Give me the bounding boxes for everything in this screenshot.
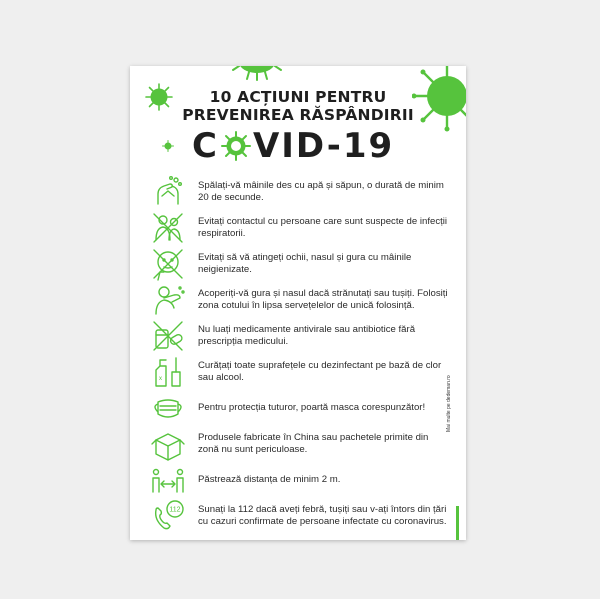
action-text: Nu luați medicamente antivirale sau antibiotice fără prescripția medicului.	[198, 324, 416, 347]
disinfectant-icon	[150, 354, 186, 390]
covid-title-rest: VID-19	[252, 126, 395, 166]
poster-header	[130, 88, 466, 124]
list-item	[150, 390, 450, 426]
action-text: Evitați să vă atingeți ochii, nasul și gura cu mâinile neigienizate.	[198, 252, 412, 275]
action-text: Spălați-vă mâinile des cu apă și săpun, o durată de minim 20 de secunde.	[198, 180, 444, 203]
covid-title-c: C	[192, 126, 219, 166]
face-mask-icon	[150, 390, 186, 426]
covid-poster	[130, 66, 466, 540]
list-item	[150, 282, 450, 318]
cough-elbow-icon	[150, 282, 186, 318]
action-text: Acoperiți-vă gura și nasul dacă strănutați sau tușiți. Folosiți zona cotului în lipsa servețelelor de unică folosință.	[198, 288, 448, 311]
phone-number-text: 112	[169, 506, 181, 514]
no-face-touch-icon	[150, 246, 186, 282]
action-text: Curățați toate suprafețele cu dezinfectant pe bază de clor sau alcool.	[198, 360, 442, 383]
virus-icon	[230, 66, 284, 82]
list-item	[150, 462, 450, 498]
list-item	[150, 174, 450, 210]
covid-title	[192, 126, 394, 166]
virus-icon	[221, 131, 251, 161]
phone-112-icon	[150, 498, 186, 534]
list-item	[150, 210, 450, 246]
action-text: Produsele fabricate în China sau pachetele primite din zonă nu sunt periculoase.	[198, 432, 429, 455]
list-item	[150, 426, 450, 462]
package-icon	[150, 426, 186, 462]
action-text: Evitați contactul cu persoane care sunt suspecte de infecții respiratorii.	[198, 216, 448, 239]
side-credit: Mai multe pe dedeman.ro	[446, 375, 452, 432]
virus-icon	[162, 140, 174, 152]
hand-washing-icon	[150, 174, 186, 210]
action-text: Pentru protecția tuturor, poartă masca corespunzător!	[198, 402, 426, 413]
no-pills-icon	[150, 318, 186, 354]
title-line-1: 10 ACȚIUNI PENTRU	[209, 88, 387, 106]
svg-text:x: x	[159, 376, 162, 382]
list-item	[150, 498, 450, 534]
action-text: Păstrează distanța de minim 2 m.	[198, 474, 341, 485]
accent-bar	[456, 506, 459, 540]
title-line-2: PREVENIREA RĂSPÂNDIRII	[182, 106, 414, 124]
list-item	[150, 246, 450, 282]
action-text: Sunați la 112 dacă aveți febră, tușiți sau v-ați întors din țări cu cazuri confirmate de persoane infectate cu coronavirus.	[198, 504, 447, 527]
no-contact-icon	[150, 210, 186, 246]
distance-icon	[150, 462, 186, 498]
list-item	[150, 354, 450, 390]
list-item	[150, 318, 450, 354]
